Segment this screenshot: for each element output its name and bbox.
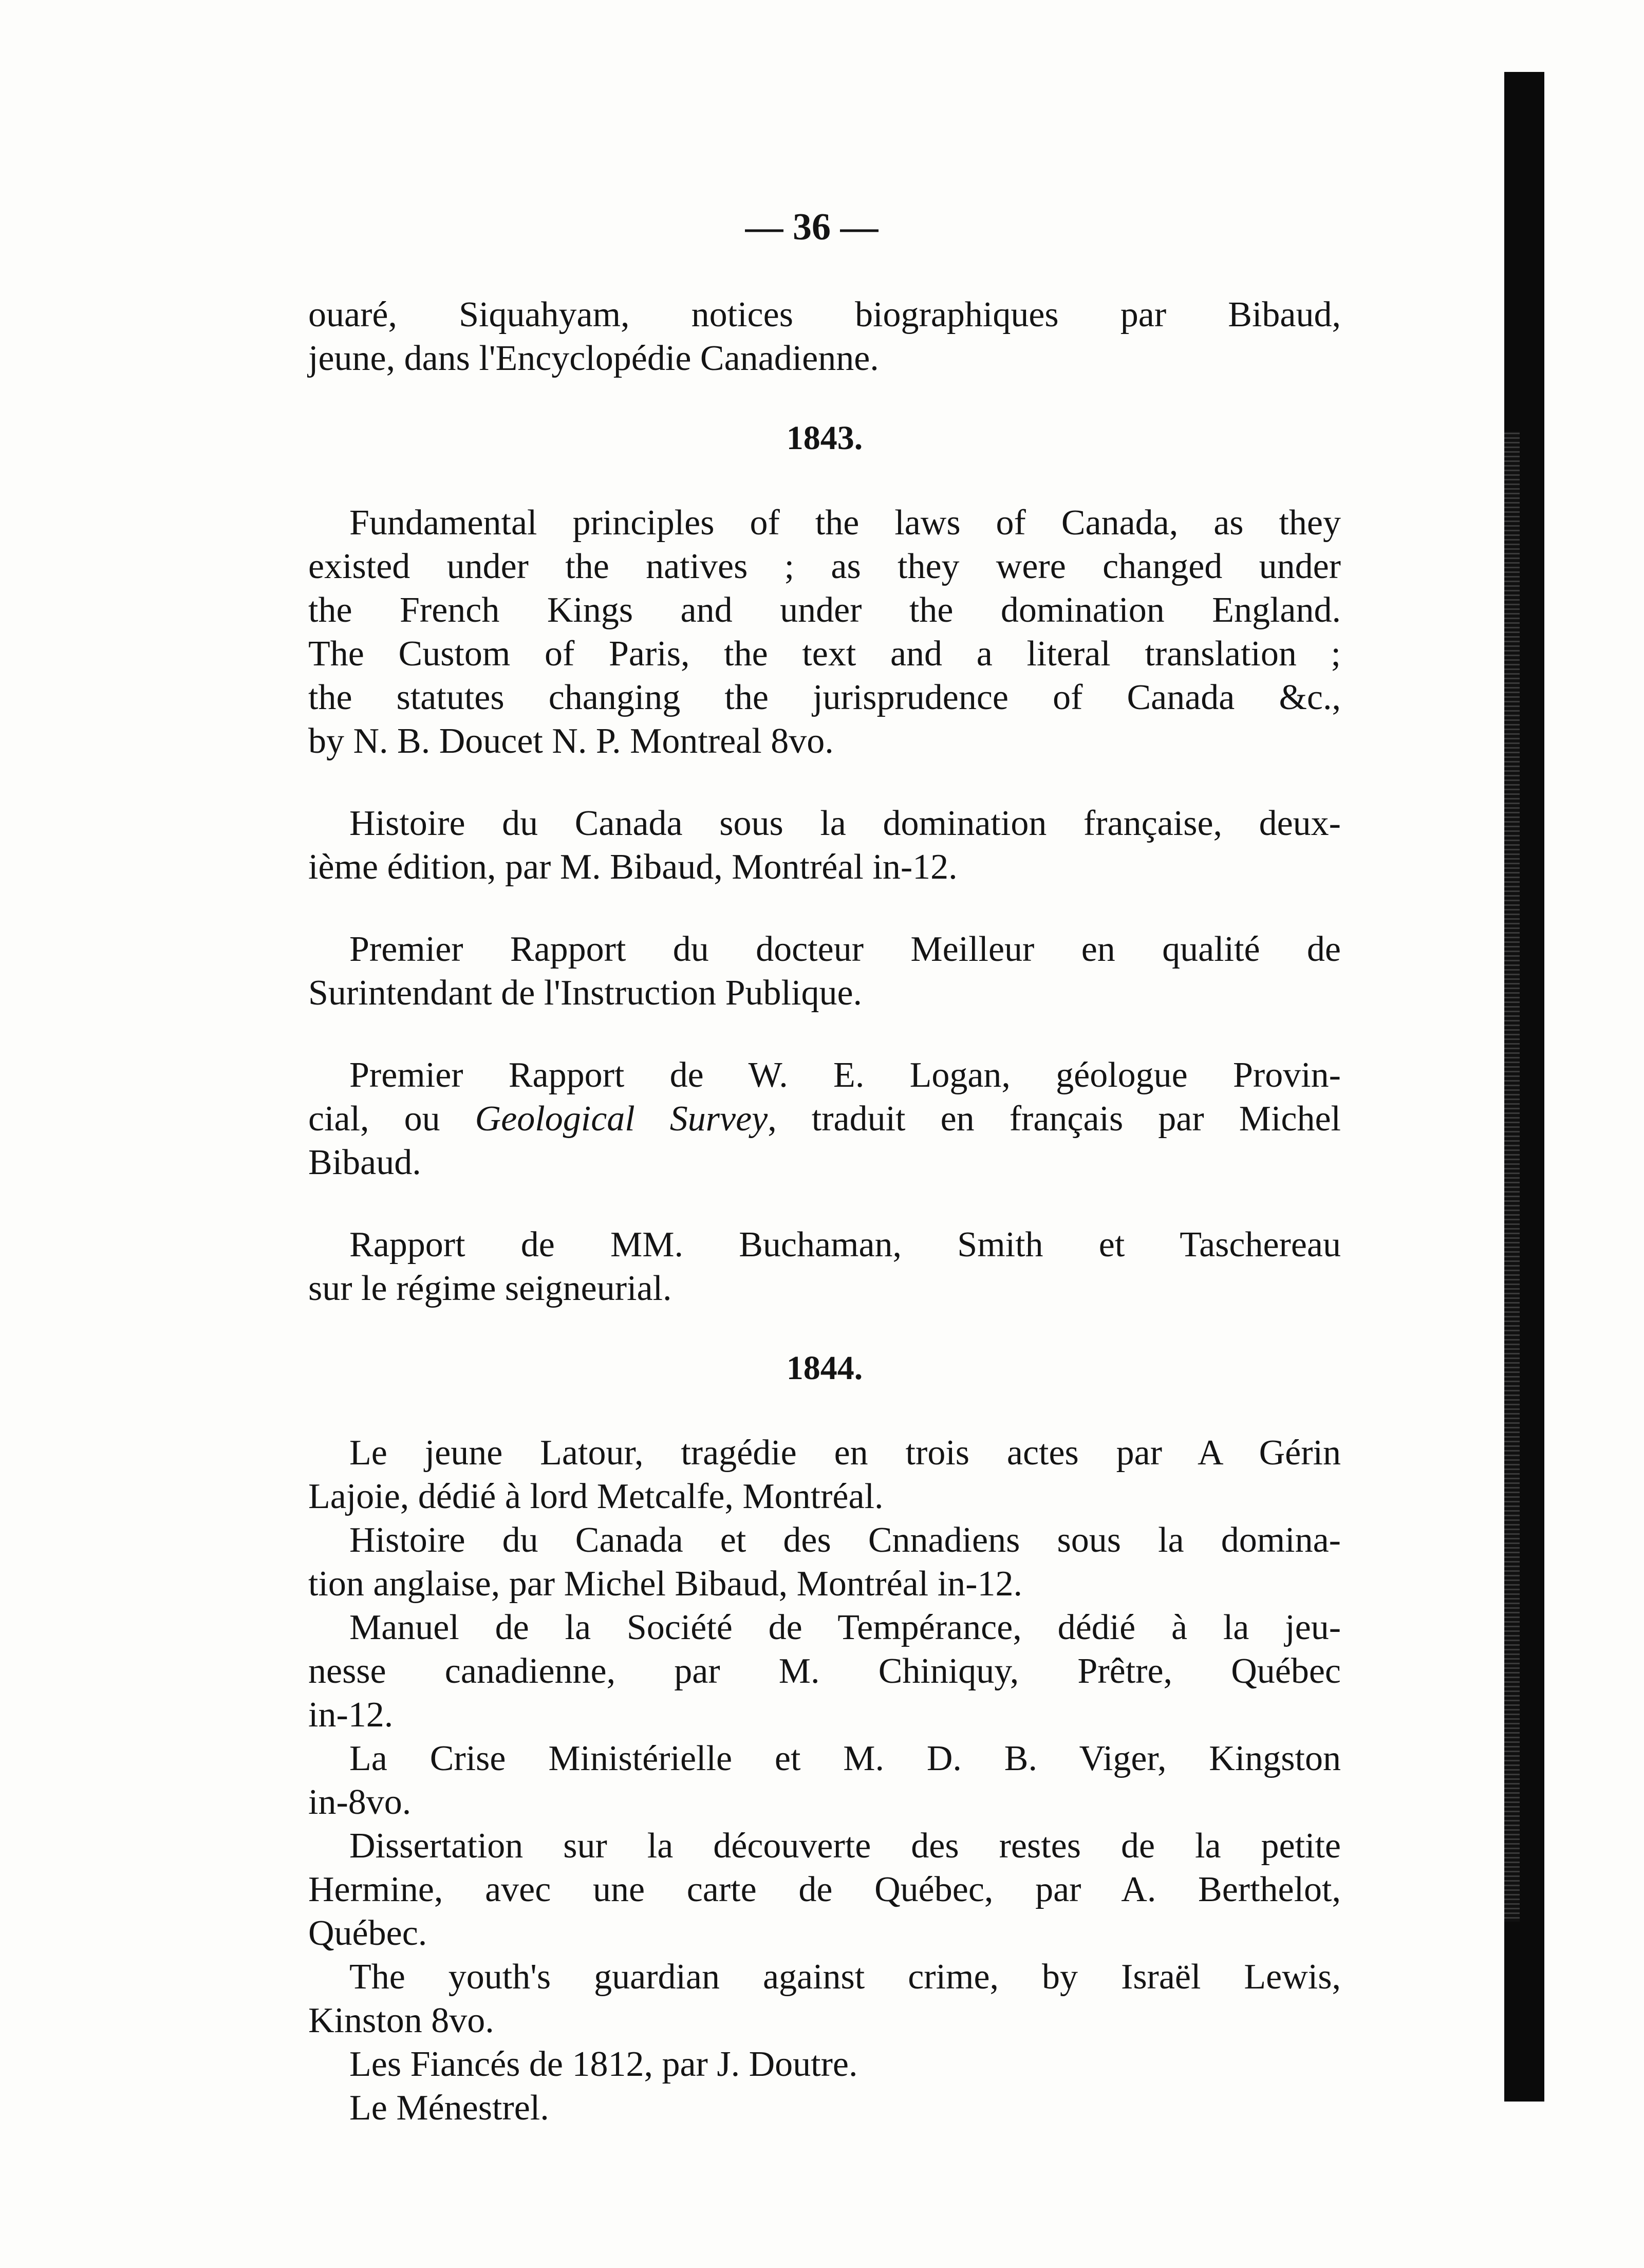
text-line: Le jeune Latour, tragédie en trois actes par A Gérin xyxy=(349,1433,1341,1473)
binding-edge-shadow xyxy=(1504,72,1544,2102)
year-heading-1844: 1844. xyxy=(786,1349,863,1387)
text-line: Lajoie, dédié à lord Metcalfe, Montréal. xyxy=(308,1477,884,1516)
year-heading-1843: 1843. xyxy=(786,419,863,457)
entry-rapport-buchaman xyxy=(308,1223,1341,1310)
text-line: by N. B. Doucet N. P. Montreal 8vo. xyxy=(308,721,834,761)
text-line: Dissertation sur la découverte des restes de la petite xyxy=(349,1826,1341,1866)
entry-youths-guardian xyxy=(308,1955,1341,2042)
text-line: Manuel de la Société de Tempérance, dédié à la jeu- xyxy=(349,1608,1341,1647)
text-segment: , traduit en français par Michel xyxy=(768,1099,1341,1139)
text-line: Bibaud. xyxy=(308,1143,421,1182)
entry-jeune-latour xyxy=(308,1431,1341,1518)
text-line: Kinston 8vo. xyxy=(308,2001,494,2040)
entry-fundamental-principles xyxy=(308,501,1341,763)
text-line: Histoire du Canada et des Cnnadiens sous la domina- xyxy=(349,1520,1341,1560)
entry-manuel-temperance xyxy=(308,1606,1341,1737)
entry-dissertation-hermine xyxy=(308,1824,1341,1955)
text-line: existed under the natives ; as they were changed under xyxy=(308,547,1341,586)
entry-rapport-logan xyxy=(308,1053,1341,1184)
text-line: ième édition, par M. Bibaud, Montréal in-12. xyxy=(308,847,958,887)
text-line: ouaré, Siquahyam, notices biographiques par Bibaud, xyxy=(308,295,1341,334)
page-body xyxy=(308,293,1341,2130)
entry-rapport-meilleur xyxy=(308,927,1341,1015)
intro-paragraph xyxy=(308,293,1341,380)
entry-fiances-1812 xyxy=(308,2042,1341,2086)
text-line: Québec. xyxy=(308,1913,427,1953)
text-line: The Custom of Paris, the text and a literal translation ; xyxy=(308,634,1341,674)
entry-crise-ministerielle xyxy=(308,1737,1341,1824)
text-line: Premier Rapport de W. E. Logan, géologue Provin- xyxy=(349,1055,1341,1095)
text-line: nesse canadienne, par M. Chiniquy, Prêtre, Québec xyxy=(308,1651,1341,1691)
text-line: in-12. xyxy=(308,1695,394,1735)
text-line: in-8vo. xyxy=(308,1782,412,1822)
text-line xyxy=(308,1097,1341,1141)
text-line: Rapport de MM. Buchaman, Smith et Taschereau xyxy=(349,1225,1341,1265)
text-line: Histoire du Canada sous la domination française, deux- xyxy=(349,804,1341,843)
text-line: Hermine, avec une carte de Québec, par A. Berthelot, xyxy=(308,1870,1341,1909)
text-line: The youth's guardian against crime, by Israël Lewis, xyxy=(349,1957,1341,1997)
text-line: Fundamental principles of the laws of Canada, as they xyxy=(349,503,1341,543)
entry-histoire-canadiens xyxy=(308,1518,1341,1606)
page-number: — 36 — xyxy=(745,206,879,248)
text-line: tion anglaise, par Michel Bibaud, Montréal in-12. xyxy=(308,1564,1022,1604)
text-line: Surintendant de l'Instruction Publique. xyxy=(308,973,863,1013)
text-line: Premier Rapport du docteur Meilleur en qualité de xyxy=(349,929,1341,969)
text-line: jeune, dans l'Encyclopédie Canadienne. xyxy=(308,339,879,378)
text-line: sur le régime seigneurial. xyxy=(308,1269,672,1308)
italic-title: Geological Survey xyxy=(475,1099,768,1139)
entry-menestrel xyxy=(308,2086,1341,2130)
entry-histoire-domination-francaise xyxy=(308,802,1341,889)
text-line: Le Ménestrel. xyxy=(349,2088,549,2128)
text-line: Les Fiancés de 1812, par J. Doutre. xyxy=(349,2044,858,2084)
text-line: the French Kings and under the domination England. xyxy=(308,590,1341,630)
text-line: the statutes changing the jurisprudence of Canada &c., xyxy=(308,678,1341,717)
text-segment: cial, ou xyxy=(308,1099,475,1139)
text-line: La Crise Ministérielle et M. D. B. Viger, Kingston xyxy=(349,1739,1341,1778)
